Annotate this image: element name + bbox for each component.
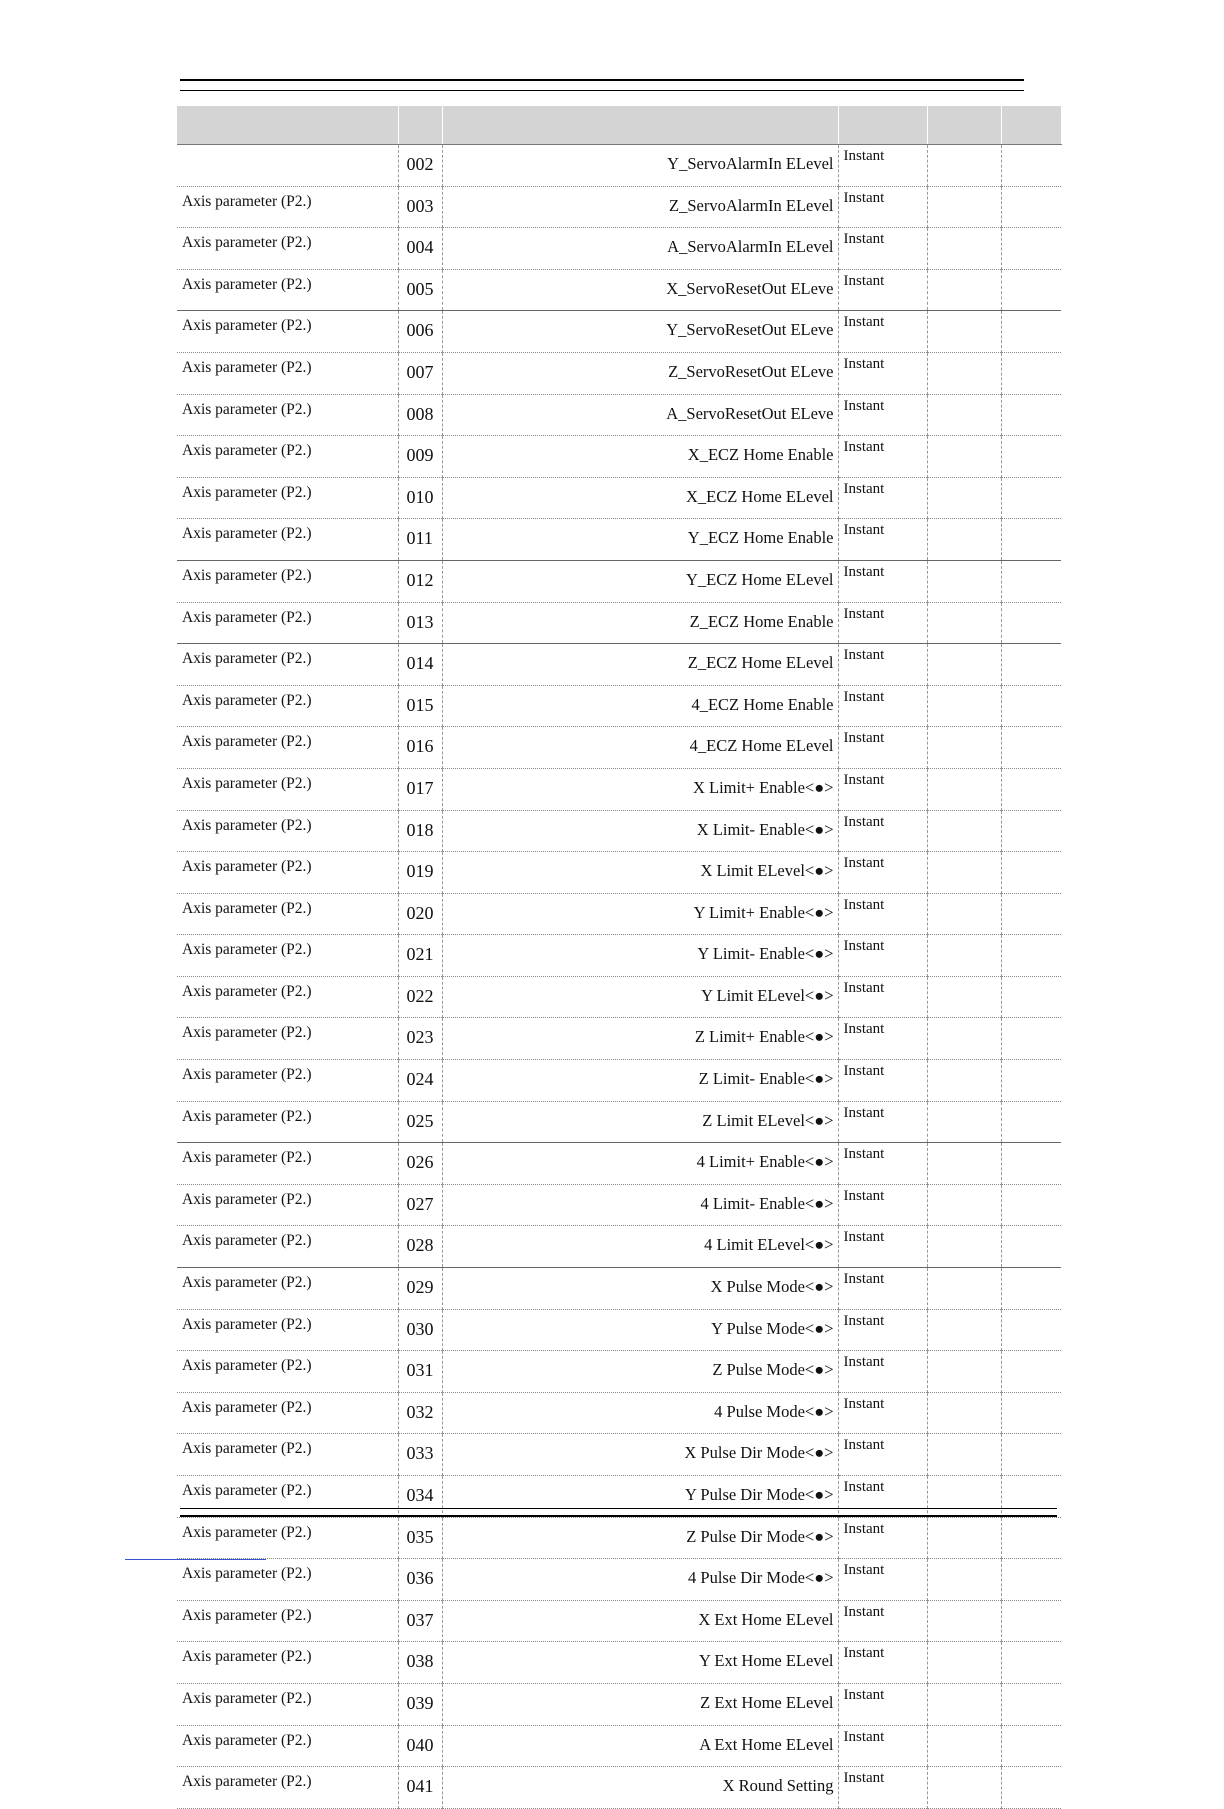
- name-cell: Z Limit ELevel<●>: [442, 1101, 838, 1143]
- group-cell: Axis parameter (P2.): [177, 1600, 398, 1642]
- name-cell: Z_ECZ Home Enable: [442, 602, 838, 644]
- number-cell: 017: [398, 768, 442, 810]
- number-cell: 034: [398, 1476, 442, 1518]
- effect-cell: Instant: [838, 477, 927, 519]
- effect-cell: Instant: [838, 1101, 927, 1143]
- name-cell: Z Limit- Enable<●>: [442, 1060, 838, 1102]
- effect-cell: Instant: [838, 893, 927, 935]
- header-cell-group: [177, 106, 398, 145]
- effect-cell: Instant: [838, 394, 927, 436]
- extra-cell: [1001, 1434, 1061, 1476]
- group-cell: Axis parameter (P2.): [177, 477, 398, 519]
- number-cell: 014: [398, 644, 442, 686]
- name-cell: 4_ECZ Home ELevel: [442, 727, 838, 769]
- table-row: [177, 1101, 1061, 1143]
- table-row: [177, 228, 1061, 270]
- extra-cell: [927, 1101, 1001, 1143]
- table-row: [177, 394, 1061, 436]
- effect-cell: Instant: [838, 1184, 927, 1226]
- extra-cell: [927, 1767, 1001, 1809]
- extra-cell: [1001, 560, 1061, 602]
- number-cell: 036: [398, 1559, 442, 1601]
- name-cell: A_ServoResetOut ELeve: [442, 394, 838, 436]
- table-row: [177, 436, 1061, 478]
- extra-cell: [1001, 1392, 1061, 1434]
- table-row: [177, 311, 1061, 353]
- number-cell: 010: [398, 477, 442, 519]
- extra-cell: [927, 602, 1001, 644]
- number-cell: 018: [398, 810, 442, 852]
- effect-cell: Instant: [838, 1642, 927, 1684]
- table-row: [177, 852, 1061, 894]
- name-cell: Y Limit- Enable<●>: [442, 935, 838, 977]
- name-cell: X Round Setting: [442, 1767, 838, 1809]
- table-row: [177, 1642, 1061, 1684]
- extra-cell: [927, 1642, 1001, 1684]
- table-row: [177, 269, 1061, 311]
- extra-cell: [1001, 1642, 1061, 1684]
- number-cell: 004: [398, 228, 442, 270]
- effect-cell: Instant: [838, 1309, 927, 1351]
- number-cell: 038: [398, 1642, 442, 1684]
- number-cell: 013: [398, 602, 442, 644]
- extra-cell: [1001, 1767, 1061, 1809]
- number-cell: 020: [398, 893, 442, 935]
- extra-cell: [1001, 768, 1061, 810]
- extra-cell: [1001, 352, 1061, 394]
- effect-cell: Instant: [838, 1476, 927, 1518]
- number-cell: 011: [398, 519, 442, 561]
- effect-cell: Instant: [838, 1392, 927, 1434]
- table-row: [177, 1018, 1061, 1060]
- name-cell: X_ServoResetOut ELeve: [442, 269, 838, 311]
- number-cell: 023: [398, 1018, 442, 1060]
- extra-cell: [1001, 1226, 1061, 1268]
- table-row: [177, 477, 1061, 519]
- extra-cell: [1001, 519, 1061, 561]
- group-cell: Axis parameter (P2.): [177, 976, 398, 1018]
- extra-cell: [1001, 145, 1061, 187]
- extra-cell: [927, 727, 1001, 769]
- group-cell: Axis parameter (P2.): [177, 644, 398, 686]
- extra-cell: [927, 1725, 1001, 1767]
- effect-cell: Instant: [838, 1683, 927, 1725]
- extra-cell: [1001, 893, 1061, 935]
- group-cell: Axis parameter (P2.): [177, 685, 398, 727]
- extra-cell: [1001, 1559, 1061, 1601]
- group-cell: Axis parameter (P2.): [177, 1725, 398, 1767]
- parameter-table: [177, 106, 1062, 1809]
- group-cell: Axis parameter (P2.): [177, 1434, 398, 1476]
- extra-cell: [1001, 1683, 1061, 1725]
- table-row: [177, 1060, 1061, 1102]
- name-cell: 4_ECZ Home Enable: [442, 685, 838, 727]
- extra-cell: [1001, 477, 1061, 519]
- group-cell: Axis parameter (P2.): [177, 1351, 398, 1393]
- name-cell: 4 Pulse Dir Mode<●>: [442, 1559, 838, 1601]
- table-row: [177, 602, 1061, 644]
- group-cell: Axis parameter (P2.): [177, 768, 398, 810]
- effect-cell: Instant: [838, 727, 927, 769]
- effect-cell: Instant: [838, 1767, 927, 1809]
- header-cell-number: [398, 106, 442, 145]
- name-cell: X_ECZ Home ELevel: [442, 477, 838, 519]
- extra-cell: [927, 228, 1001, 270]
- extra-cell: [927, 1143, 1001, 1185]
- group-cell: Axis parameter (P2.): [177, 1642, 398, 1684]
- group-cell: Axis parameter (P2.): [177, 727, 398, 769]
- table-row: [177, 1559, 1061, 1601]
- extra-cell: [1001, 1725, 1061, 1767]
- extra-cell: [927, 852, 1001, 894]
- extra-cell: [927, 768, 1001, 810]
- group-cell: Axis parameter (P2.): [177, 352, 398, 394]
- effect-cell: Instant: [838, 311, 927, 353]
- name-cell: 4 Limit- Enable<●>: [442, 1184, 838, 1226]
- extra-cell: [1001, 1351, 1061, 1393]
- number-cell: 005: [398, 269, 442, 311]
- extra-cell: [927, 436, 1001, 478]
- extra-cell: [1001, 1184, 1061, 1226]
- table-row: [177, 1184, 1061, 1226]
- effect-cell: Instant: [838, 1434, 927, 1476]
- name-cell: X Limit ELevel<●>: [442, 852, 838, 894]
- effect-cell: Instant: [838, 228, 927, 270]
- extra-cell: [927, 186, 1001, 228]
- name-cell: A_ServoAlarmIn ELevel: [442, 228, 838, 270]
- group-cell: Axis parameter (P2.): [177, 1309, 398, 1351]
- extra-cell: [1001, 269, 1061, 311]
- effect-cell: Instant: [838, 186, 927, 228]
- effect-cell: Instant: [838, 1351, 927, 1393]
- name-cell: Y Ext Home ELevel: [442, 1642, 838, 1684]
- name-cell: X Ext Home ELevel: [442, 1600, 838, 1642]
- effect-cell: Instant: [838, 1725, 927, 1767]
- page-link-underline[interactable]: [125, 1559, 266, 1560]
- name-cell: Y_ServoResetOut ELeve: [442, 311, 838, 353]
- extra-cell: [1001, 228, 1061, 270]
- number-cell: 008: [398, 394, 442, 436]
- number-cell: 009: [398, 436, 442, 478]
- extra-cell: [1001, 186, 1061, 228]
- group-cell: Axis parameter (P2.): [177, 1268, 398, 1310]
- group-cell: Axis parameter (P2.): [177, 1101, 398, 1143]
- name-cell: X Limit+ Enable<●>: [442, 768, 838, 810]
- number-cell: 003: [398, 186, 442, 228]
- extra-cell: [927, 145, 1001, 187]
- name-cell: 4 Pulse Mode<●>: [442, 1392, 838, 1434]
- number-cell: 026: [398, 1143, 442, 1185]
- effect-cell: Instant: [838, 1060, 927, 1102]
- name-cell: Y_ECZ Home Enable: [442, 519, 838, 561]
- effect-cell: Instant: [838, 145, 927, 187]
- name-cell: Y Limit ELevel<●>: [442, 976, 838, 1018]
- table-row: [177, 810, 1061, 852]
- extra-cell: [927, 1018, 1001, 1060]
- extra-cell: [1001, 1309, 1061, 1351]
- name-cell: Z Pulse Dir Mode<●>: [442, 1517, 838, 1559]
- group-cell: Axis parameter (P2.): [177, 1226, 398, 1268]
- name-cell: X Limit- Enable<●>: [442, 810, 838, 852]
- name-cell: X Pulse Mode<●>: [442, 1268, 838, 1310]
- group-cell: Axis parameter (P2.): [177, 1392, 398, 1434]
- extra-cell: [927, 1600, 1001, 1642]
- name-cell: 4 Limit+ Enable<●>: [442, 1143, 838, 1185]
- extra-cell: [1001, 644, 1061, 686]
- extra-cell: [1001, 1060, 1061, 1102]
- number-cell: 019: [398, 852, 442, 894]
- group-cell: Axis parameter (P2.): [177, 186, 398, 228]
- effect-cell: Instant: [838, 1143, 927, 1185]
- extra-cell: [1001, 311, 1061, 353]
- group-cell: Axis parameter (P2.): [177, 1767, 398, 1809]
- extra-cell: [927, 1683, 1001, 1725]
- table-row: [177, 1767, 1061, 1809]
- number-cell: 032: [398, 1392, 442, 1434]
- effect-cell: Instant: [838, 852, 927, 894]
- effect-cell: Instant: [838, 1600, 927, 1642]
- extra-cell: [1001, 935, 1061, 977]
- extra-cell: [1001, 1517, 1061, 1559]
- extra-cell: [1001, 1600, 1061, 1642]
- extra-cell: [927, 976, 1001, 1018]
- table-row: [177, 1351, 1061, 1393]
- table-row: [177, 519, 1061, 561]
- table-row: [177, 1725, 1061, 1767]
- group-cell: Axis parameter (P2.): [177, 935, 398, 977]
- extra-cell: [927, 1226, 1001, 1268]
- group-cell: Axis parameter (P2.): [177, 519, 398, 561]
- table-row: [177, 186, 1061, 228]
- effect-cell: Instant: [838, 1559, 927, 1601]
- number-cell: 041: [398, 1767, 442, 1809]
- name-cell: Y_ServoAlarmIn ELevel: [442, 145, 838, 187]
- table-row: [177, 352, 1061, 394]
- table-row: [177, 644, 1061, 686]
- table-header-row: [177, 106, 1061, 145]
- effect-cell: Instant: [838, 519, 927, 561]
- extra-cell: [927, 519, 1001, 561]
- extra-cell: [927, 1309, 1001, 1351]
- table-row: [177, 893, 1061, 935]
- extra-cell: [927, 1392, 1001, 1434]
- table-row: [177, 685, 1061, 727]
- group-cell: [177, 145, 398, 187]
- table-row: [177, 768, 1061, 810]
- group-cell: Axis parameter (P2.): [177, 560, 398, 602]
- table-row: [177, 1226, 1061, 1268]
- extra-cell: [927, 269, 1001, 311]
- name-cell: Y Pulse Mode<●>: [442, 1309, 838, 1351]
- number-cell: 035: [398, 1517, 442, 1559]
- table-row: [177, 1683, 1061, 1725]
- extra-cell: [927, 893, 1001, 935]
- extra-cell: [927, 1434, 1001, 1476]
- table-row: [177, 935, 1061, 977]
- extra-cell: [927, 685, 1001, 727]
- table-row: [177, 1600, 1061, 1642]
- number-cell: 039: [398, 1683, 442, 1725]
- effect-cell: Instant: [838, 269, 927, 311]
- footer-rule-thin: [180, 1508, 1057, 1509]
- table-row: [177, 1392, 1061, 1434]
- header-rule-thick: [180, 79, 1024, 81]
- effect-cell: Instant: [838, 1517, 927, 1559]
- group-cell: Axis parameter (P2.): [177, 893, 398, 935]
- extra-cell: [1001, 1018, 1061, 1060]
- header-cell-extra-1: [927, 106, 1001, 145]
- footer-rule-thick: [180, 1515, 1057, 1517]
- group-cell: Axis parameter (P2.): [177, 602, 398, 644]
- table-row: [177, 1143, 1061, 1185]
- number-cell: 030: [398, 1309, 442, 1351]
- number-cell: 029: [398, 1268, 442, 1310]
- extra-cell: [1001, 1143, 1061, 1185]
- group-cell: Axis parameter (P2.): [177, 852, 398, 894]
- effect-cell: Instant: [838, 436, 927, 478]
- group-cell: Axis parameter (P2.): [177, 1517, 398, 1559]
- extra-cell: [927, 1476, 1001, 1518]
- extra-cell: [927, 1060, 1001, 1102]
- number-cell: 028: [398, 1226, 442, 1268]
- group-cell: Axis parameter (P2.): [177, 1143, 398, 1185]
- number-cell: 012: [398, 560, 442, 602]
- extra-cell: [1001, 976, 1061, 1018]
- group-cell: Axis parameter (P2.): [177, 1476, 398, 1518]
- group-cell: Axis parameter (P2.): [177, 1184, 398, 1226]
- group-cell: Axis parameter (P2.): [177, 228, 398, 270]
- effect-cell: Instant: [838, 1018, 927, 1060]
- effect-cell: Instant: [838, 685, 927, 727]
- extra-cell: [1001, 810, 1061, 852]
- group-cell: Axis parameter (P2.): [177, 394, 398, 436]
- extra-cell: [1001, 394, 1061, 436]
- effect-cell: Instant: [838, 1268, 927, 1310]
- table-row: [177, 976, 1061, 1018]
- table-row: [177, 1268, 1061, 1310]
- group-cell: Axis parameter (P2.): [177, 1683, 398, 1725]
- extra-cell: [927, 1184, 1001, 1226]
- table-body: [177, 145, 1061, 1809]
- number-cell: 024: [398, 1060, 442, 1102]
- group-cell: Axis parameter (P2.): [177, 810, 398, 852]
- group-cell: Axis parameter (P2.): [177, 1060, 398, 1102]
- extra-cell: [927, 560, 1001, 602]
- effect-cell: Instant: [838, 352, 927, 394]
- extra-cell: [1001, 685, 1061, 727]
- table-row: [177, 1476, 1061, 1518]
- number-cell: 040: [398, 1725, 442, 1767]
- name-cell: Z_ServoResetOut ELeve: [442, 352, 838, 394]
- effect-cell: Instant: [838, 1226, 927, 1268]
- table-row: [177, 1434, 1061, 1476]
- name-cell: X Pulse Dir Mode<●>: [442, 1434, 838, 1476]
- name-cell: Z_ServoAlarmIn ELevel: [442, 186, 838, 228]
- name-cell: Z Ext Home ELevel: [442, 1683, 838, 1725]
- header-cell-effect: [838, 106, 927, 145]
- number-cell: 021: [398, 935, 442, 977]
- name-cell: Y Pulse Dir Mode<●>: [442, 1476, 838, 1518]
- number-cell: 027: [398, 1184, 442, 1226]
- extra-cell: [927, 311, 1001, 353]
- table-row: [177, 727, 1061, 769]
- extra-cell: [927, 394, 1001, 436]
- effect-cell: Instant: [838, 768, 927, 810]
- group-cell: Axis parameter (P2.): [177, 269, 398, 311]
- extra-cell: [1001, 727, 1061, 769]
- number-cell: 025: [398, 1101, 442, 1143]
- extra-cell: [927, 1559, 1001, 1601]
- number-cell: 037: [398, 1600, 442, 1642]
- table-row: [177, 560, 1061, 602]
- name-cell: Z Limit+ Enable<●>: [442, 1018, 838, 1060]
- name-cell: X_ECZ Home Enable: [442, 436, 838, 478]
- number-cell: 022: [398, 976, 442, 1018]
- number-cell: 002: [398, 145, 442, 187]
- extra-cell: [927, 935, 1001, 977]
- extra-cell: [927, 352, 1001, 394]
- extra-cell: [1001, 1476, 1061, 1518]
- extra-cell: [927, 1517, 1001, 1559]
- name-cell: A Ext Home ELevel: [442, 1725, 838, 1767]
- group-cell: Axis parameter (P2.): [177, 436, 398, 478]
- header-cell-extra-2: [1001, 106, 1061, 145]
- number-cell: 015: [398, 685, 442, 727]
- extra-cell: [927, 644, 1001, 686]
- extra-cell: [1001, 1101, 1061, 1143]
- extra-cell: [1001, 852, 1061, 894]
- effect-cell: Instant: [838, 644, 927, 686]
- number-cell: 007: [398, 352, 442, 394]
- table-row: [177, 145, 1061, 187]
- name-cell: Z Pulse Mode<●>: [442, 1351, 838, 1393]
- name-cell: Y_ECZ Home ELevel: [442, 560, 838, 602]
- table-row: [177, 1517, 1061, 1559]
- number-cell: 031: [398, 1351, 442, 1393]
- effect-cell: Instant: [838, 602, 927, 644]
- extra-cell: [927, 810, 1001, 852]
- header-rule-thin: [180, 90, 1024, 91]
- number-cell: 006: [398, 311, 442, 353]
- group-cell: Axis parameter (P2.): [177, 1018, 398, 1060]
- extra-cell: [927, 1268, 1001, 1310]
- effect-cell: Instant: [838, 976, 927, 1018]
- number-cell: 016: [398, 727, 442, 769]
- extra-cell: [927, 1351, 1001, 1393]
- extra-cell: [1001, 602, 1061, 644]
- extra-cell: [1001, 436, 1061, 478]
- table-row: [177, 1309, 1061, 1351]
- group-cell: Axis parameter (P2.): [177, 1559, 398, 1601]
- effect-cell: Instant: [838, 810, 927, 852]
- name-cell: Y Limit+ Enable<●>: [442, 893, 838, 935]
- header-cell-name: [442, 106, 838, 145]
- extra-cell: [927, 477, 1001, 519]
- name-cell: 4 Limit ELevel<●>: [442, 1226, 838, 1268]
- name-cell: Z_ECZ Home ELevel: [442, 644, 838, 686]
- group-cell: Axis parameter (P2.): [177, 311, 398, 353]
- effect-cell: Instant: [838, 935, 927, 977]
- effect-cell: Instant: [838, 560, 927, 602]
- extra-cell: [1001, 1268, 1061, 1310]
- number-cell: 033: [398, 1434, 442, 1476]
